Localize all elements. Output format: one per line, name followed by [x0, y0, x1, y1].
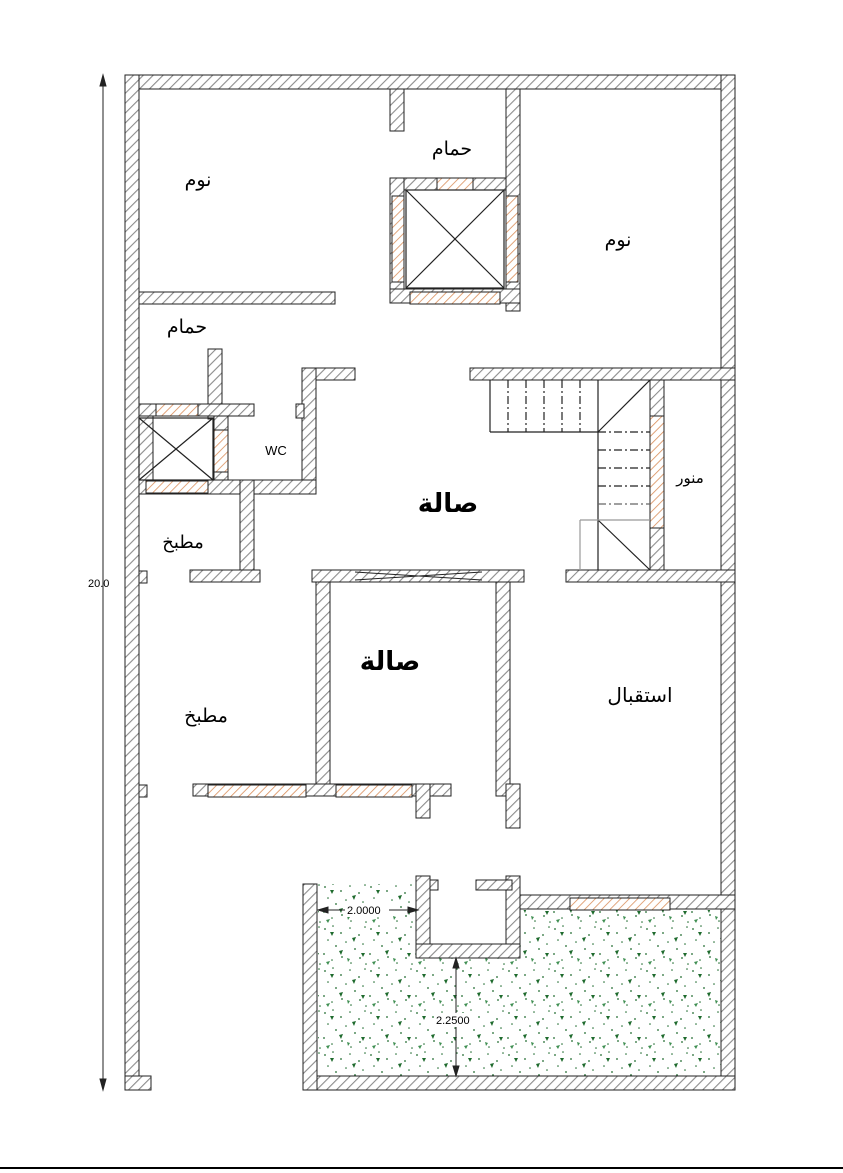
bath-west-label: حمام — [166, 316, 208, 338]
vent-shaft-large — [406, 190, 504, 288]
kitchen-small-label: مطبخ — [162, 532, 204, 553]
garden-width-label: 2.0000 — [347, 905, 381, 917]
garden-depth-label: 2.2500 — [436, 1015, 470, 1027]
hall-center-label: صالة — [359, 647, 421, 677]
staircase — [490, 380, 650, 570]
light-well-label: منور — [676, 469, 704, 487]
wc-label: WC — [265, 443, 287, 458]
kitchen-large-label: مطبخ — [184, 705, 228, 727]
hall-main-label: صالة — [417, 489, 479, 519]
bath-north-label: حمام — [431, 138, 473, 160]
bedroom-ne-label: نوم — [604, 229, 632, 251]
reception-label: استقبال — [607, 683, 673, 707]
bedroom-nw-label: نوم — [184, 169, 212, 191]
overall-height-label: 20.0 — [88, 578, 110, 590]
